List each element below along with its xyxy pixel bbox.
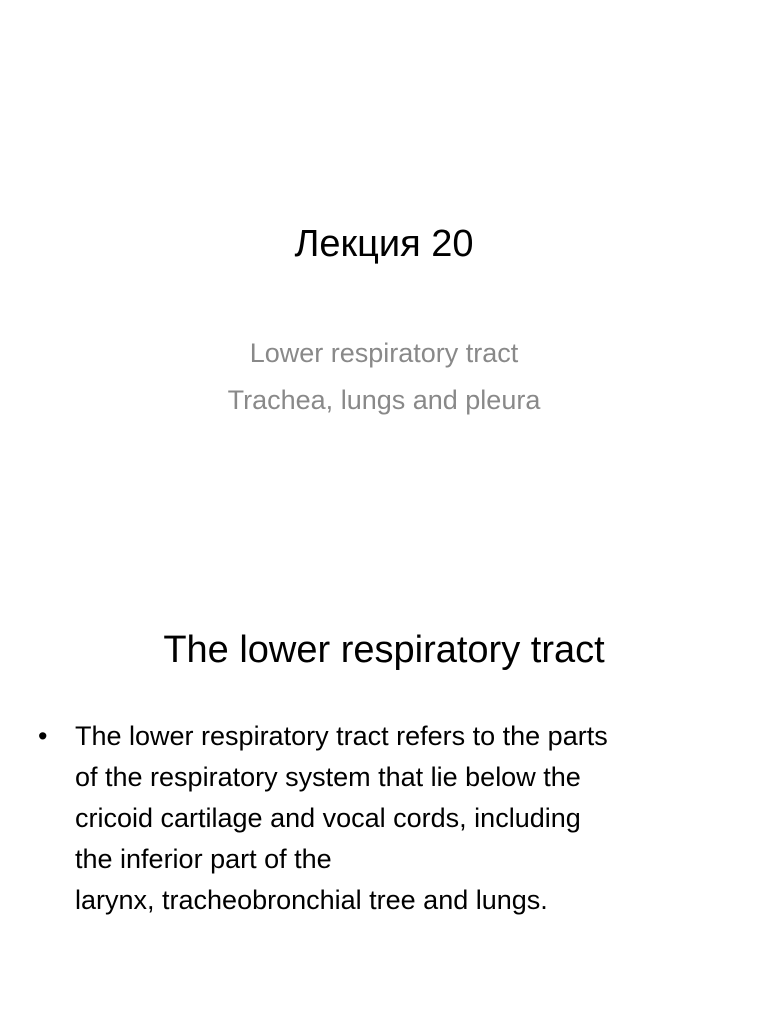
content-slide xyxy=(0,512,768,1024)
slide-heading: The lower respiratory tract xyxy=(163,629,605,671)
bullet-line: of the respiratory system that lie below the xyxy=(75,762,581,792)
bullet-icon: • xyxy=(38,721,48,751)
bullet-text xyxy=(75,716,718,921)
slide-subtitle xyxy=(0,330,768,424)
bullet-line: larynx, tracheobronchial tree and lungs. xyxy=(75,885,548,915)
subtitle-line: Lower respiratory tract xyxy=(249,338,519,368)
bullet-line: cricoid cartilage and vocal cords, including xyxy=(75,803,581,833)
bullet-item xyxy=(38,716,718,921)
bullet-line: the inferior part of the xyxy=(75,844,332,874)
bullet-list xyxy=(38,716,718,921)
slide-title: Лекция 20 xyxy=(294,223,474,265)
subtitle-line: Trachea, lungs and pleura xyxy=(227,385,541,415)
bullet-line: The lower respiratory tract refers to the parts xyxy=(75,721,608,751)
